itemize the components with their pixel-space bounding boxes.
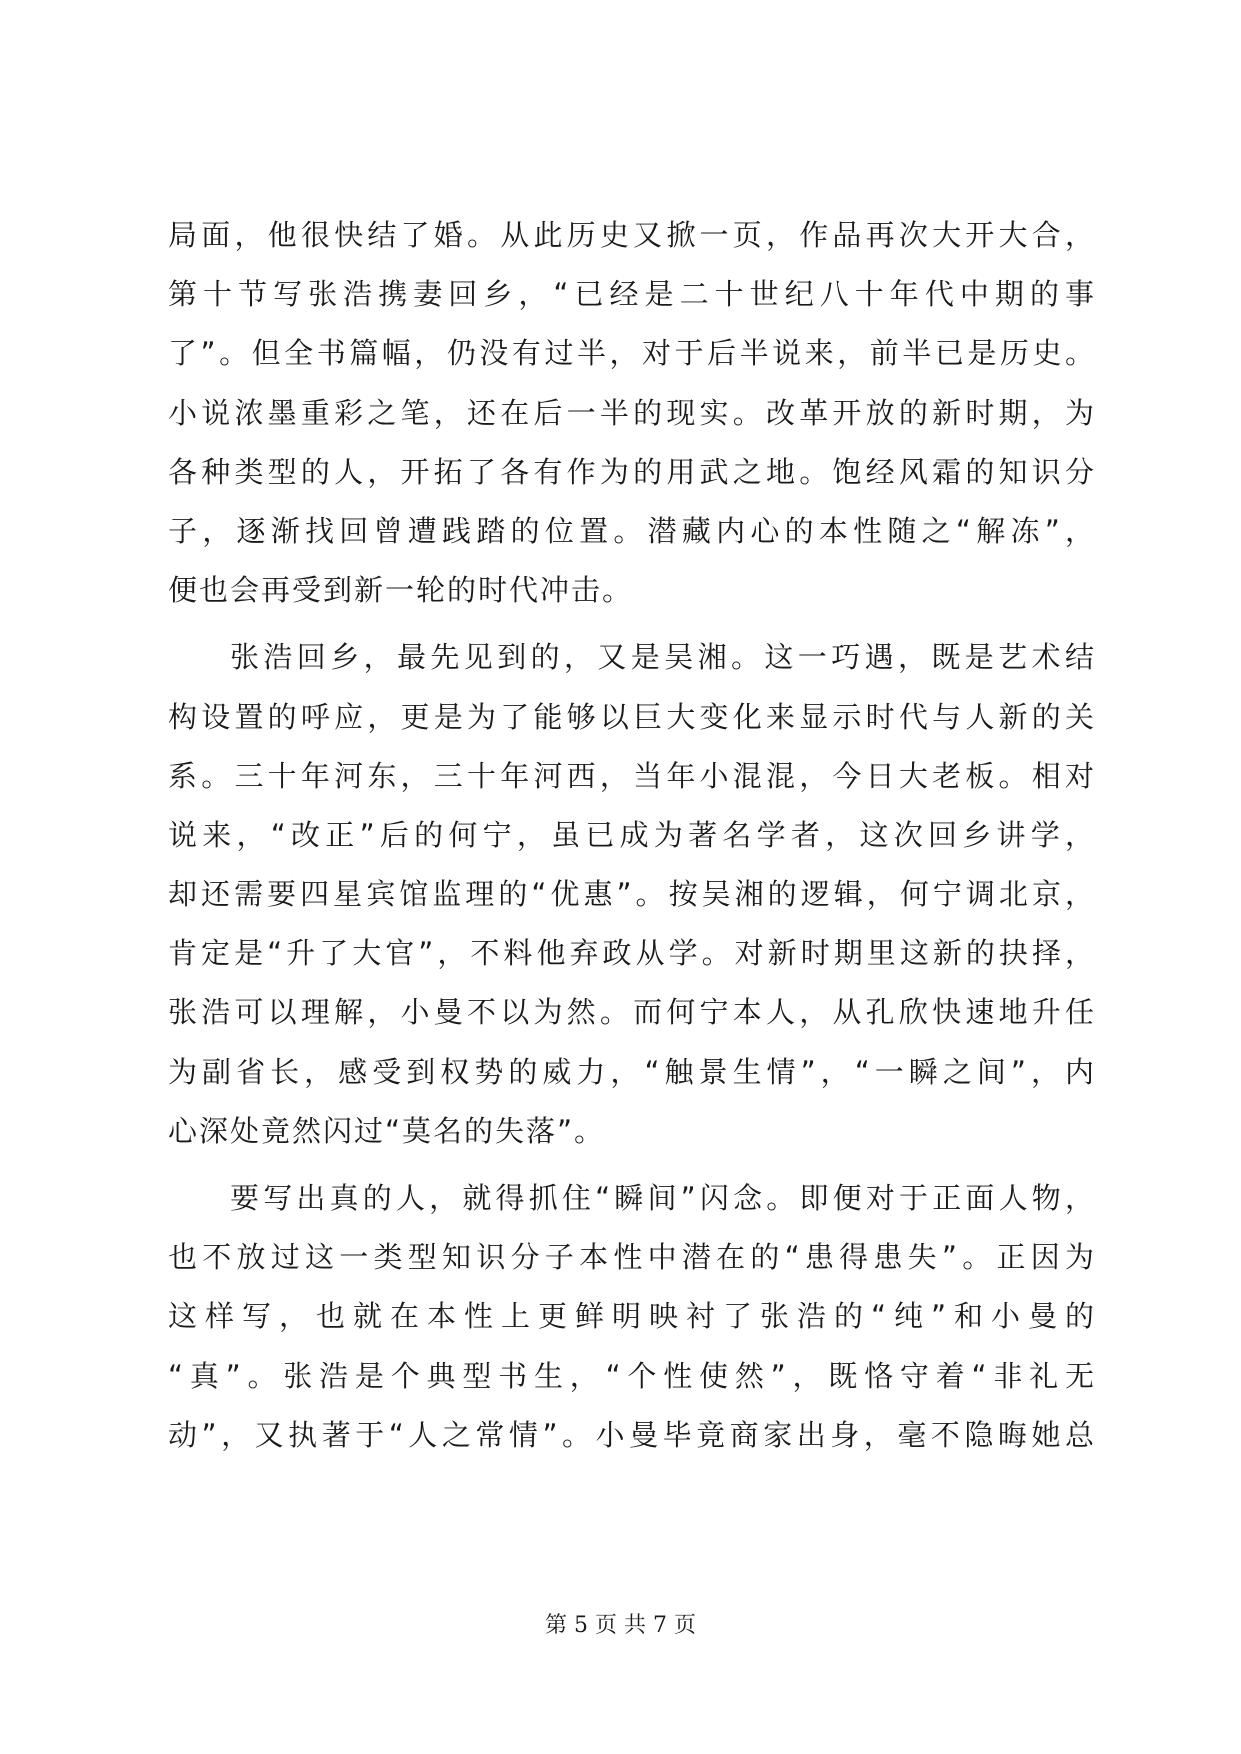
paragraph-gap xyxy=(168,620,1096,628)
paragraph xyxy=(168,206,1096,620)
page-footer: 第 5 页 共 7 页 xyxy=(545,1613,696,1638)
text-line: 子，逐渐找回曾遭践踏的位置。潜藏内心的本性随之“解冻”， xyxy=(168,513,1096,548)
text-line: 心深处竟然闪过“莫名的失落”。 xyxy=(168,1113,606,1148)
text-line: 肯定是“升了大官”，不料他弃政从学。对新时期里这新的抉择， xyxy=(168,936,1096,971)
paragraph xyxy=(168,1169,1096,1465)
text-line: 也不放过这一类型知识分子本性中潜在的“患得患失”。正因为 xyxy=(168,1240,1096,1275)
text-line: 要写出真的人，就得抓住“瞬间”闪念。即便对于正面人物， xyxy=(230,1181,1096,1215)
text-line: 系。三十年河东，三十年河西，当年小混混，今日大老板。相对 xyxy=(168,758,1096,793)
text-line: 张浩回乡，最先见到的，又是吴湘。这一巧遇，既是艺术结 xyxy=(230,640,1096,675)
text-line: 动”，又执著于“人之常情”。小曼毕竟商家出身，毫不隐晦她总 xyxy=(168,1417,1096,1452)
paragraph xyxy=(168,628,1096,1161)
text-line: 各种类型的人，开拓了各有作为的用武之地。饱经风霜的知识分 xyxy=(168,454,1096,489)
text-line: 却还需要四星宾馆监理的“优惠”。按吴湘的逻辑，何宁调北京， xyxy=(168,877,1096,912)
paragraph-gap xyxy=(168,1161,1096,1169)
text-line: 局面，他很快结了婚。从此历史又掀一页，作品再次大开大合， xyxy=(168,218,1096,252)
text-line: 为副省长，感受到权势的威力，“触景生情”，“一瞬之间”，内 xyxy=(168,1054,1096,1089)
text-line: 构设置的呼应，更是为了能够以巨大变化来显示时代与人新的关 xyxy=(168,699,1096,734)
text-line: 便也会再受到新一轮的时代冲击。 xyxy=(168,573,634,608)
text-line: 张浩可以理解，小曼不以为然。而何宁本人，从孔欣快速地升任 xyxy=(168,995,1096,1030)
text-line: 了”。但全书篇幅，仍没有过半，对于后半说来，前半已是历史。 xyxy=(168,336,1096,371)
body-text xyxy=(168,206,1096,1465)
text-line: “真”。张浩是个典型书生，“个性使然”，既恪守着“非礼无 xyxy=(168,1358,1096,1393)
text-line: 小说浓墨重彩之笔，还在后一半的现实。改革开放的新时期，为 xyxy=(168,395,1096,430)
text-line: 这样写，也就在本性上更鲜明映衬了张浩的“纯”和小曼的 xyxy=(168,1299,1096,1334)
text-line: 第十节写张浩携妻回乡，“已经是二十世纪八十年代中期的事 xyxy=(168,277,1096,312)
text-line: 说来，“改正”后的何宁，虽已成为著名学者，这次回乡讲学， xyxy=(168,817,1096,852)
